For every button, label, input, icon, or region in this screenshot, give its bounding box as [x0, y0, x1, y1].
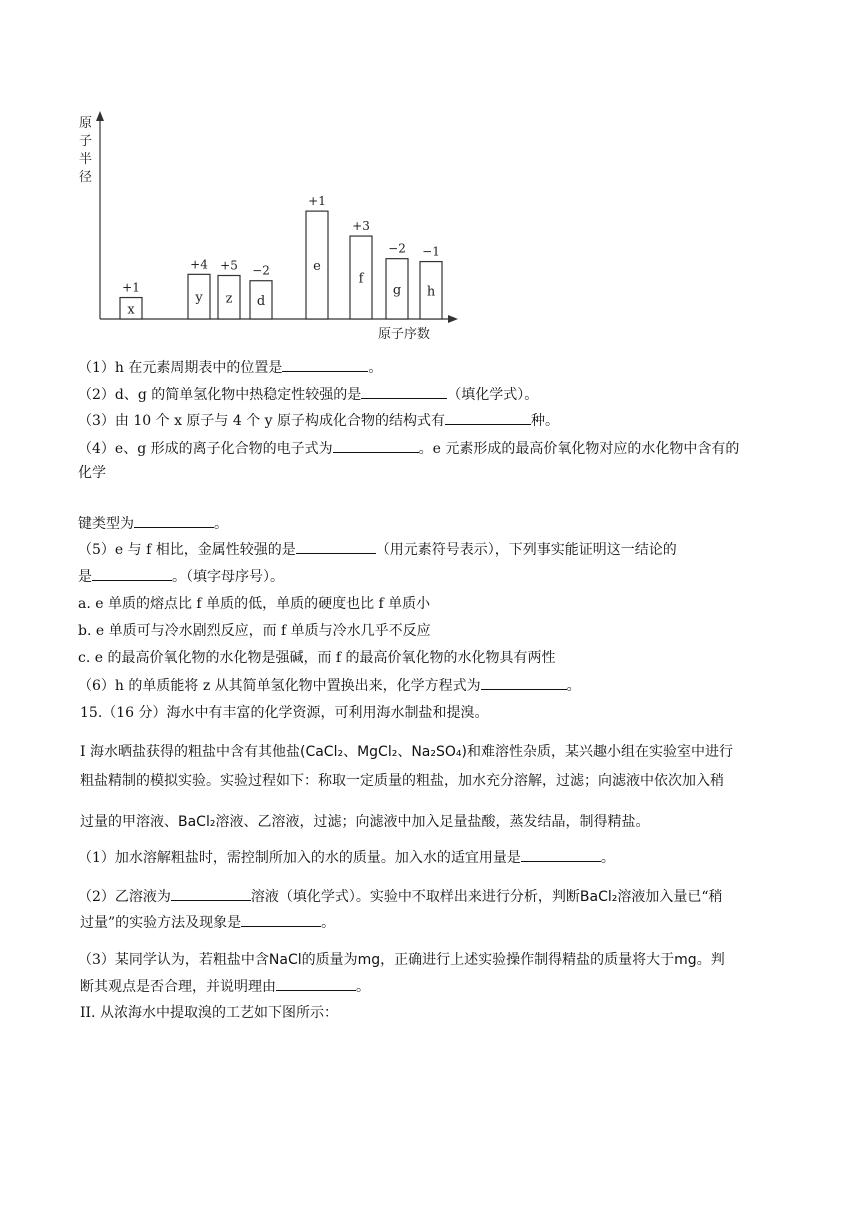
sub-question-1: [78, 847, 615, 868]
q5-end: 。（填字母序号）。: [172, 569, 284, 585]
valence-label-z: +5: [220, 258, 238, 273]
y-axis-arrow: [96, 111, 104, 121]
mass-symbol: mg: [674, 952, 697, 968]
part1-line1: [80, 742, 733, 762]
valence-label-e: +1: [308, 194, 326, 209]
y-axis-label-char: 径: [79, 170, 93, 185]
x-axis-label: 原子序数: [378, 327, 431, 342]
bar-label-g: g: [392, 282, 402, 298]
s2-end: 。: [321, 915, 336, 931]
q4-end: 。: [214, 516, 228, 532]
bacl2-formula: BaCl₂: [178, 814, 216, 830]
salts-formula: (CaCl₂、MgCl₂、Na₂SO₄): [299, 744, 467, 760]
answer-blank[interactable]: [445, 410, 531, 425]
bar-label-y: y: [195, 290, 203, 306]
question-2: [78, 384, 538, 405]
bar-label-e: e: [313, 259, 321, 275]
q6-text: （6）h 的单质能将 z 从其简单氢化物中置换出来，化学方程式为: [78, 678, 481, 694]
q1-text: （1）h 在元素周期表中的位置是: [78, 360, 283, 376]
bar-label-h: h: [426, 284, 436, 300]
q3-text: （3）由 10 个 x 原子与 4 个 y 原子构成化合物的结构式有: [78, 413, 446, 429]
q5-mid: （用元素符号表示），下列事实能证明这一结论的: [375, 542, 677, 558]
bacl2-formula: BaCl₂: [579, 889, 618, 905]
question-6: [78, 675, 581, 696]
sub-question-3: [78, 950, 725, 970]
question-4: [78, 438, 739, 459]
q3-end: 种。: [531, 413, 560, 429]
s3-end: 。: [356, 979, 370, 995]
part1-line3a: 过量的甲溶液、: [80, 814, 178, 830]
q4-mid: 。e 元素形成的最高价氧化物对应的水化物中含有的: [418, 441, 740, 457]
question-3: [78, 410, 559, 431]
valence-label-x: +1: [122, 280, 140, 295]
x-axis-arrow: [448, 315, 458, 323]
valence-label-g: −2: [388, 241, 406, 256]
answer-blank[interactable]: [276, 976, 356, 991]
answer-blank[interactable]: [171, 886, 251, 901]
option-a: a. e 单质的熔点比 f 单质的低，单质的硬度也比 f 单质小: [78, 596, 431, 612]
q1-end: 。: [368, 360, 383, 376]
question-5-line2: [78, 566, 284, 587]
s3-d: 。判: [696, 952, 725, 968]
y-axis-label-vertical: [79, 116, 92, 185]
question-4-line2: [78, 463, 106, 483]
answer-blank[interactable]: [521, 847, 601, 862]
problem-15-header: 15.（16 分）海水中有丰富的化学资源，可利用海水制盐和提溴。: [80, 705, 489, 721]
bar-label-z: z: [225, 291, 233, 307]
q4-text: （4）e、g 形成的离子化合物的电子式为: [78, 441, 333, 457]
atomic-radius-chart: [70, 105, 470, 345]
part1-line2: 粗盐精制的模拟实验。实验过程如下：称取一定质量的粗盐，加水充分溶解，过滤；向滤液中依次加入稍: [80, 773, 724, 789]
s3-c: ，正确进行上述实验操作制得精盐的质量将大于: [380, 952, 675, 968]
sub-question-3-line2: [80, 976, 370, 997]
sub-question-2: [78, 886, 723, 907]
q2-end: （填化学式）。: [447, 387, 539, 403]
part1-line3b: 溶液、乙溶液，过滤；向滤液中加入足量盐酸，蒸发结晶，制得精盐。: [215, 814, 650, 830]
question-1: [78, 357, 382, 378]
y-axis-label-char: 原: [79, 116, 93, 131]
valence-label-h: −1: [422, 244, 440, 259]
s1-text: （1）加水溶解粗盐时，需控制所加入的水的质量。加入水的适宜用量是: [78, 850, 521, 866]
answer-blank[interactable]: [361, 384, 447, 399]
sub-question-2-line2: [80, 912, 335, 933]
valence-label-y: +4: [190, 257, 208, 272]
y-axis-label-char: 子: [79, 134, 93, 149]
answer-blank[interactable]: [296, 539, 376, 554]
nacl-formula: NaCl: [268, 952, 302, 968]
answer-blank[interactable]: [282, 357, 368, 372]
q2-text: （2）d、g 的简单氢化物中热稳定性较强的是: [78, 387, 362, 403]
option-c: c. e 的最高价氧化物的水化物是强碱，而 f 的最高价氧化物的水化物具有两性: [78, 650, 556, 666]
s3-a: （3）某同学认为，若粗盐中含: [78, 952, 269, 968]
answer-blank[interactable]: [134, 513, 214, 528]
bars-group: [120, 194, 442, 319]
s1-end: 。: [600, 850, 615, 866]
bar-label-x: x: [127, 302, 135, 318]
question-5: [78, 539, 677, 560]
s2-line2: 过量”的实验方法及现象是: [80, 915, 242, 931]
answer-blank[interactable]: [333, 438, 419, 453]
s3-b: 的质量为: [301, 952, 358, 968]
answer-blank[interactable]: [241, 912, 321, 927]
part2-heading: II. 从浓海水中提取溴的工艺如下图所示：: [80, 1005, 338, 1021]
mass-symbol: mg: [357, 952, 381, 968]
answer-blank[interactable]: [92, 566, 172, 581]
answer-blank[interactable]: [481, 675, 567, 690]
question-4-line3: [78, 513, 228, 534]
part1-line3: [80, 812, 649, 832]
q5-text: （5）e 与 f 相比，金属性较强的是: [78, 542, 296, 558]
q6-end: 。: [566, 678, 581, 694]
s2-c: 溶液加入量已“稍: [617, 889, 723, 905]
s2-a: （2）乙溶液为: [78, 889, 171, 905]
s3-line2: 断其观点是否合理，并说明理由: [80, 979, 276, 995]
valence-label-d: −2: [252, 263, 270, 278]
valence-label-f: +3: [352, 219, 370, 234]
q4-line2: 化学: [78, 465, 106, 481]
part1-a: I 海水晒盐获得的粗盐中含有其他盐: [80, 744, 300, 760]
option-b: b. e 单质可与冷水剧烈反应，而 f 单质与冷水几乎不反应: [78, 623, 431, 639]
part1-b: 和难溶性杂质，某兴趣小组在实验室中进行: [466, 744, 733, 760]
bar-label-f: f: [358, 271, 364, 287]
bar-label-d: d: [256, 293, 266, 309]
q4-line3: 键类型为: [78, 516, 134, 532]
y-axis-label-char: 半: [79, 152, 93, 167]
s2-b: 溶液（填化学式）。实验中不取样出来进行分析，判断: [250, 889, 580, 905]
q5-line2: 是: [78, 569, 92, 585]
